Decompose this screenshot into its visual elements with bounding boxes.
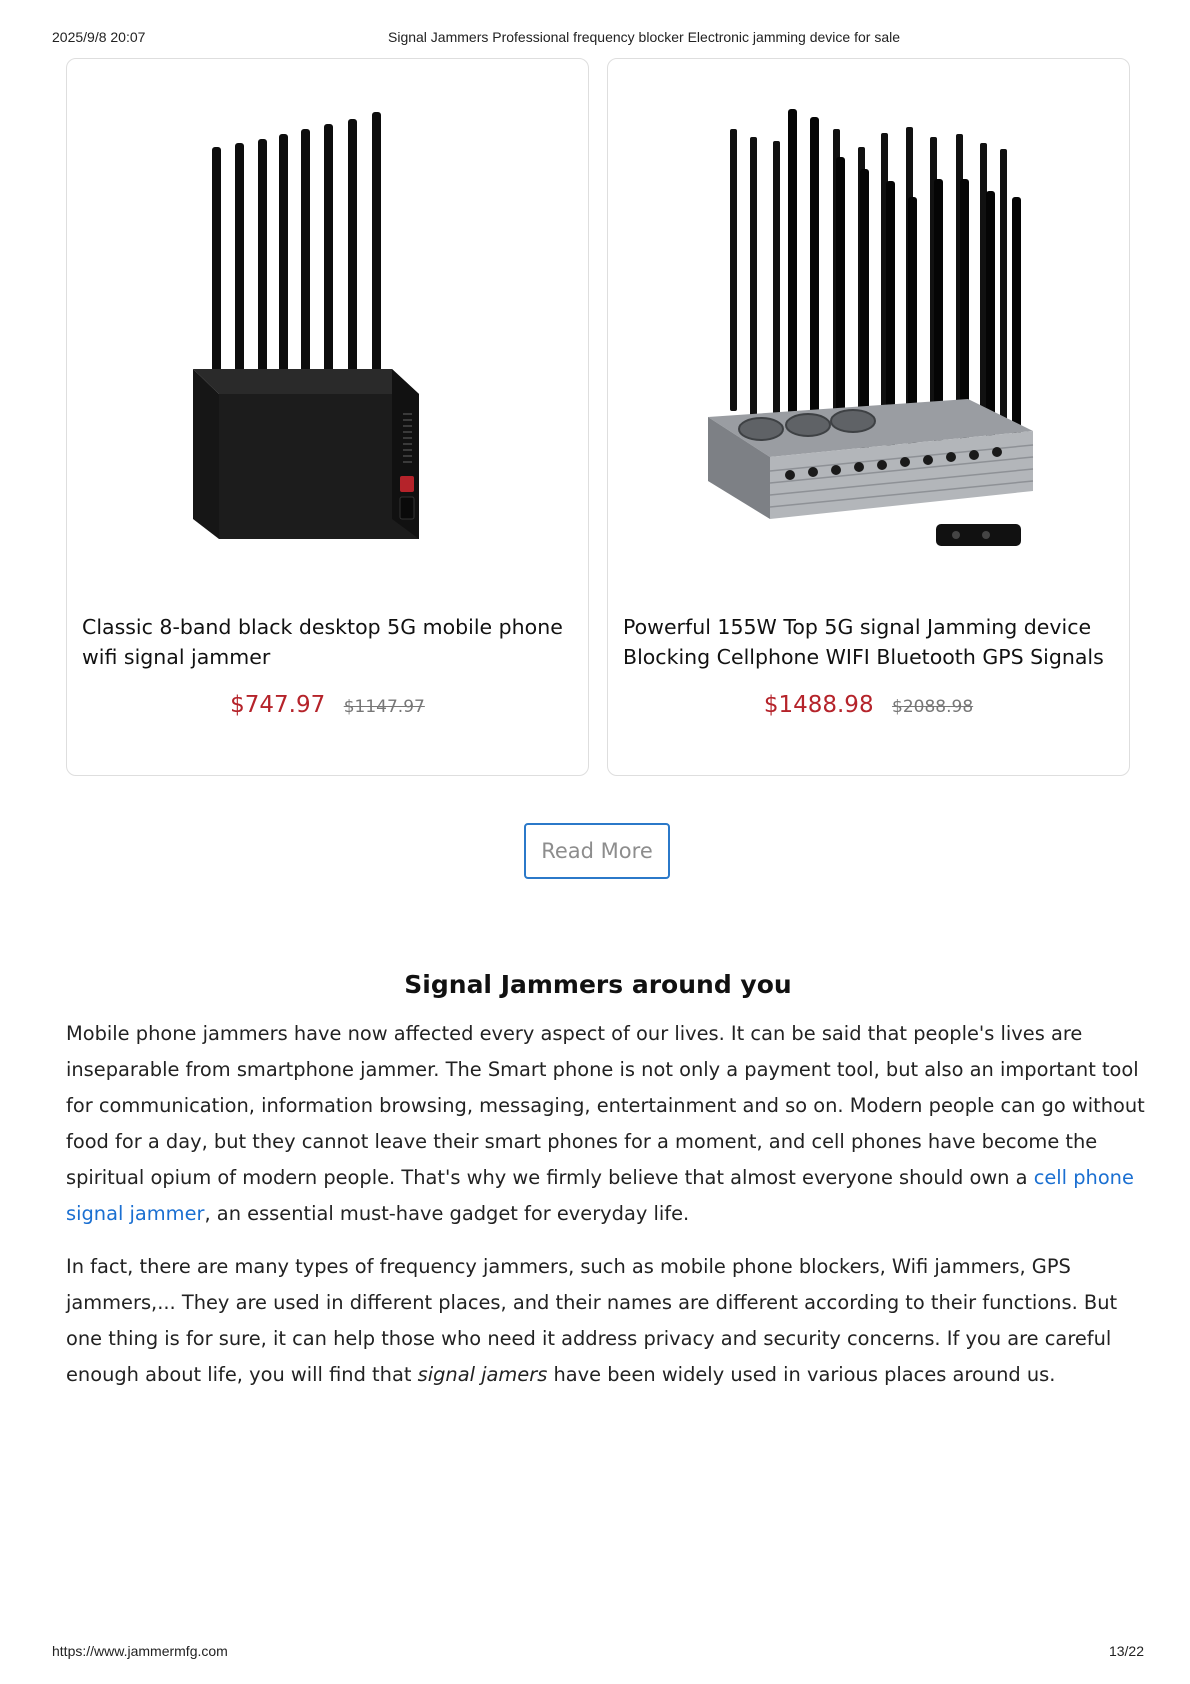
- print-header: [52, 29, 1144, 49]
- original-price: $2088.98: [892, 697, 974, 717]
- product-grid: [66, 58, 1130, 778]
- paragraph-text: , an essential must-have gadget for everyday life.: [204, 1202, 690, 1225]
- print-url: https://www.jammermfg.com: [52, 1643, 228, 1659]
- page-number: 13/22: [1108, 1643, 1144, 1659]
- product-name[interactable]: Classic 8-band black desktop 5G mobile phone wifi signal jammer: [82, 615, 563, 669]
- product-card[interactable]: [607, 58, 1130, 776]
- intro-paragraph: [66, 1016, 1150, 1232]
- paragraph-text: In fact, there are many types of frequency jammers, such as mobile phone blockers, Wifi jammers, GPS jammers,... They are used in different places, and their names are different according to their functions. But one thing is for sure, it can help those who need it address privacy and security concerns. If you are careful enough about life, you will find that: [66, 1255, 1118, 1386]
- section-heading: Signal Jammers around you: [404, 970, 792, 999]
- product-name[interactable]: Powerful 155W Top 5G signal Jamming device Blocking Cellphone WIFI Bluetooth GPS Signals: [623, 615, 1104, 669]
- paragraph-text: Mobile phone jammers have now affected every aspect of our lives. It can be said that people's lives are inseparable from smartphone jammer. The Smart phone is not only a payment tool, but also an important tool for communication, information browsing, messaging, entertainment and so on. Modern people can go without food for a day, but they cannot leave their smart phones for a moment, and cell phones have become the spiritual opium of modern people. That's why we firmly believe that almost everyone should own a: [66, 1022, 1145, 1189]
- print-page-title: Signal Jammers Professional frequency blocker Electronic jamming device for sale: [388, 29, 900, 45]
- sale-price: $747.97: [230, 692, 326, 718]
- emphasis-text: signal jamers: [417, 1363, 548, 1386]
- product-card[interactable]: [66, 58, 589, 776]
- original-price: $1147.97: [343, 697, 425, 717]
- cell-phone-jammer-link[interactable]: cell phone signal jammer: [66, 1166, 1134, 1225]
- black-8-antenna-jammer-image[interactable]: [97, 79, 557, 619]
- sale-price: $1488.98: [763, 692, 874, 718]
- print-footer: [52, 1643, 1144, 1663]
- paragraph-text: have been widely used in various places around us.: [547, 1363, 1056, 1386]
- read-more-button[interactable]: Read More: [524, 823, 670, 879]
- print-datetime: 2025/9/8 20:07: [52, 29, 146, 45]
- silver-multi-antenna-jammer-image[interactable]: [638, 79, 1098, 619]
- price-row: [67, 692, 588, 718]
- types-paragraph: [66, 1249, 1150, 1393]
- price-row: [608, 692, 1129, 718]
